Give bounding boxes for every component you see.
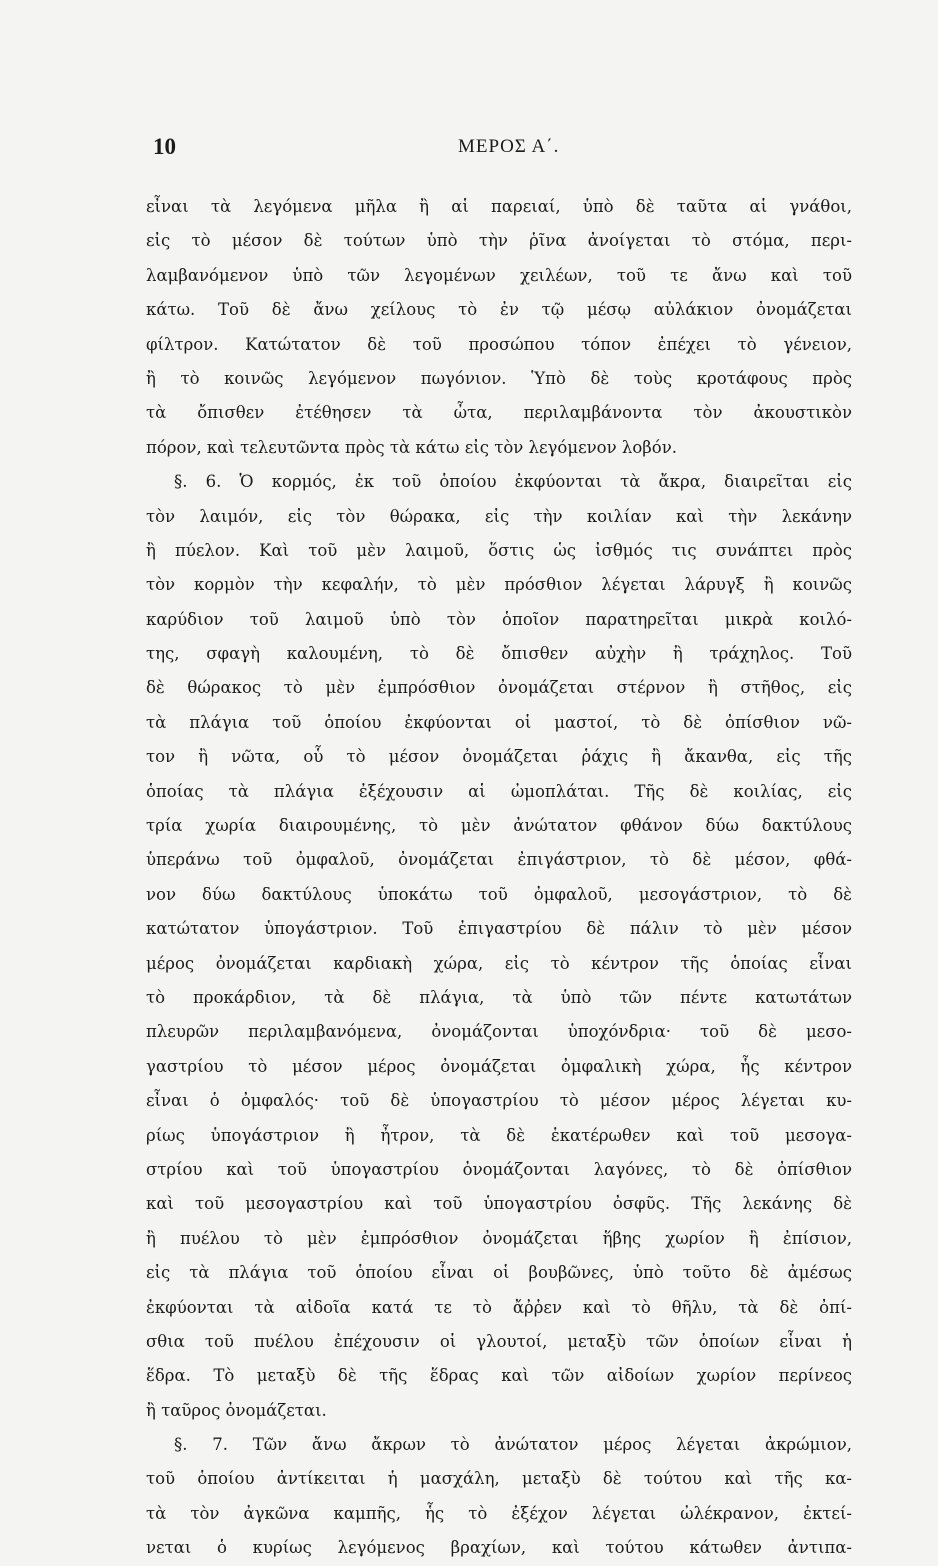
text-line: τὸ προκάρδιον, τὰ δὲ πλάγια, τὰ ὑπὸ τῶν πέντε κατωτάτων (146, 987, 852, 1007)
text-line: λαμβανόμενον ὑπὸ τῶν λεγομένων χειλέων, τοῦ τε ἄνω καὶ τοῦ (146, 265, 852, 285)
text-line: εἰς τὸ μέσον δὲ τούτων ὑπὸ τὴν ῥῖνα ἀνοίγεται τὸ στόμα, περι- (146, 231, 852, 251)
text-line: ἢ πύελον. Καὶ τοῦ μὲν λαιμοῦ, ὅστις ὡς ἰσθμός τις συνάπτει πρὸς (146, 540, 852, 560)
text-line: τὸν κορμὸν τὴν κεφαλήν, τὸ μὲν πρόσθιον λέγεται λάρυγξ ἢ κοινῶς (146, 575, 852, 595)
text-line: τρία χωρία διαιρουμένης, τὸ μὲν ἀνώτατον φθάνον δύω δακτύλους (146, 816, 852, 836)
text-line: νεται ὁ κυρίως λεγόμενος βραχίων, καὶ τούτου κάτωθεν ἀντιπα- (146, 1538, 852, 1558)
text-line: ἢ πυέλου τὸ μὲν ἐμπρόσθιον ὀνομάζεται ἥβης χωρίον ἢ ἐπίσιον, (146, 1228, 852, 1248)
text-line: δὲ θώρακος τὸ μὲν ἐμπρόσθιον ὀνομάζεται στέρνον ἢ στῆθος, εἰς (146, 678, 852, 698)
text-line: τὰ ὄπισθεν ἐτέθησεν τὰ ὦτα, περιλαμβάνοντα τὸν ἀκουστικὸν (146, 403, 852, 423)
text-line: στρίου καὶ τοῦ ὑπογαστρίου ὀνομάζονται λαγόνες, τὸ δὲ ὀπίσθιον (146, 1159, 852, 1179)
text-line: τὸν λαιμόν, εἰς τὸν θώρακα, εἰς τὴν κοιλίαν καὶ τὴν λεκάνην (146, 506, 852, 526)
text-line: εἶναι τὰ λεγόμενα μῆλα ἢ αἱ παρειαί, ὑπὸ δὲ ταῦτα αἱ γνάθοι, (146, 197, 852, 216)
text-line: ὑπεράνω τοῦ ὀμφαλοῦ, ὀνομάζεται ἐπιγάστριον, τὸ δὲ μέσον, φθά- (146, 850, 852, 870)
text-line: ἢ τὸ κοινῶς λεγόμενον πωγόνιον. Ὑπὸ δὲ τοὺς κροτάφους πρὸς (146, 368, 852, 388)
text-line: καρύδιον τοῦ λαιμοῦ ὑπὸ τὸν ὁποῖον παρατηρεῖται μικρὰ κοιλό- (146, 609, 852, 629)
text-line: μέρος ὀνομάζεται καρδιακὴ χώρα, εἰς τὸ κέντρον τῆς ὁποίας εἶναι (146, 953, 852, 973)
text-line: τοῦ ὁποίου ἀντίκειται ἡ μασχάλη, μεταξὺ δὲ τούτου καὶ τῆς κα- (146, 1469, 852, 1489)
page-header (0, 128, 938, 168)
text-line: τὰ πλάγια τοῦ ὁποίου ἐκφύονται οἱ μαστοί, τὸ δὲ ὀπίσθιον νῶ- (146, 712, 852, 732)
text-line: ἢ ταῦρος ὀνομάζεται. (146, 1400, 327, 1420)
text-line: κάτω. Τοῦ δὲ ἄνω χείλους τὸ ἐν τῷ μέσῳ αὐλάκιον ὀνομάζεται (146, 300, 852, 320)
text-line: καὶ τοῦ μεσογαστρίου καὶ τοῦ ὑπογαστρίου ὀσφῦς. Τῆς λεκάνης δὲ (146, 1194, 852, 1214)
text-line: εἰς τὰ πλάγια τοῦ ὁποίου εἶναι οἱ βουβῶνες, ὑπὸ τοῦτο δὲ ἀμέσως (146, 1263, 852, 1283)
text-line: εἶναι ὁ ὀμφαλός· τοῦ δὲ ὑπογαστρίου τὸ μέσον μέρος λέγεται κυ- (146, 1091, 852, 1111)
text-line: ρίως ὑπογάστριον ἢ ἦτρον, τὰ δὲ ἑκατέρωθεν καὶ τοῦ μεσογα- (146, 1125, 852, 1145)
text-line: φίλτρον. Κατώτατον δὲ τοῦ προσώπου τόπον ἐπέχει τὸ γένειον, (146, 334, 852, 354)
text-line: γαστρίου τὸ μέσον μέρος ὀνομάζεται ὀμφαλικὴ χώρα, ἧς κέντρον (146, 1056, 852, 1076)
section-7-start: §. 7. Τῶν ἄνω ἄκρων τὸ ἀνώτατον μέρος λέγεται ἀκρώμιον, (174, 1435, 852, 1455)
text-line: τον ἢ νῶτα, οὗ τὸ μέσον ὀνομάζεται ῥάχις ἢ ἄκανθα, εἰς τῆς (146, 747, 852, 767)
text-line: τὰ τὸν ἀγκῶνα καμπῆς, ἧς τὸ ἐξέχον λέγεται ὠλέκρανον, ἐκτεί- (146, 1503, 852, 1523)
text-line: της, σφαγὴ καλουμένη, τὸ δὲ ὄπισθεν αὐχὴν ἢ τράχηλος. Τοῦ (146, 644, 852, 664)
text-line: ἐκφύονται τὰ αἰδοῖα κατά τε τὸ ἄῤῥεν καὶ τὸ θῆλυ, τὰ δὲ ὀπί- (146, 1297, 852, 1317)
running-head: ΜΕΡΟΣ Α΄. (458, 136, 560, 157)
text-line: σθια τοῦ πυέλου ἐπέχουσιν οἱ γλουτοί, μεταξὺ τῶν ὁποίων εἶναι ἡ (146, 1331, 852, 1351)
text-line: νον δύω δακτύλους ὑποκάτω τοῦ ὀμφαλοῦ, μεσογάστριον, τὸ δὲ (146, 884, 852, 904)
body-text (146, 190, 852, 1566)
text-line: κατώτατον ὑπογάστριον. Τοῦ ἐπιγαστρίου δὲ πάλιν τὸ μὲν μέσον (146, 919, 852, 939)
page-number: 10 (153, 134, 176, 159)
text-line: ἕδρα. Τὸ μεταξὺ δὲ τῆς ἕδρας καὶ τῶν αἰδοίων χωρίον περίνεος (146, 1366, 852, 1386)
section-6-start: §. 6. Ὁ κορμός, ἐκ τοῦ ὁποίου ἐκφύονται τὰ ἄκρα, διαιρεῖται εἰς (174, 472, 852, 492)
text-line: ὁποίας τὰ πλάγια ἐξέχουσιν αἱ ὠμοπλάται. Τῆς δὲ κοιλίας, εἰς (146, 781, 852, 801)
text-line: πόρον, καὶ τελευτῶντα πρὸς τὰ κάτω εἰς τὸν λεγόμενον λοβόν. (146, 437, 677, 457)
text-line: πλευρῶν περιλαμβανόμενα, ὀνομάζονται ὑποχόνδρια· τοῦ δὲ μεσο- (146, 1022, 852, 1042)
